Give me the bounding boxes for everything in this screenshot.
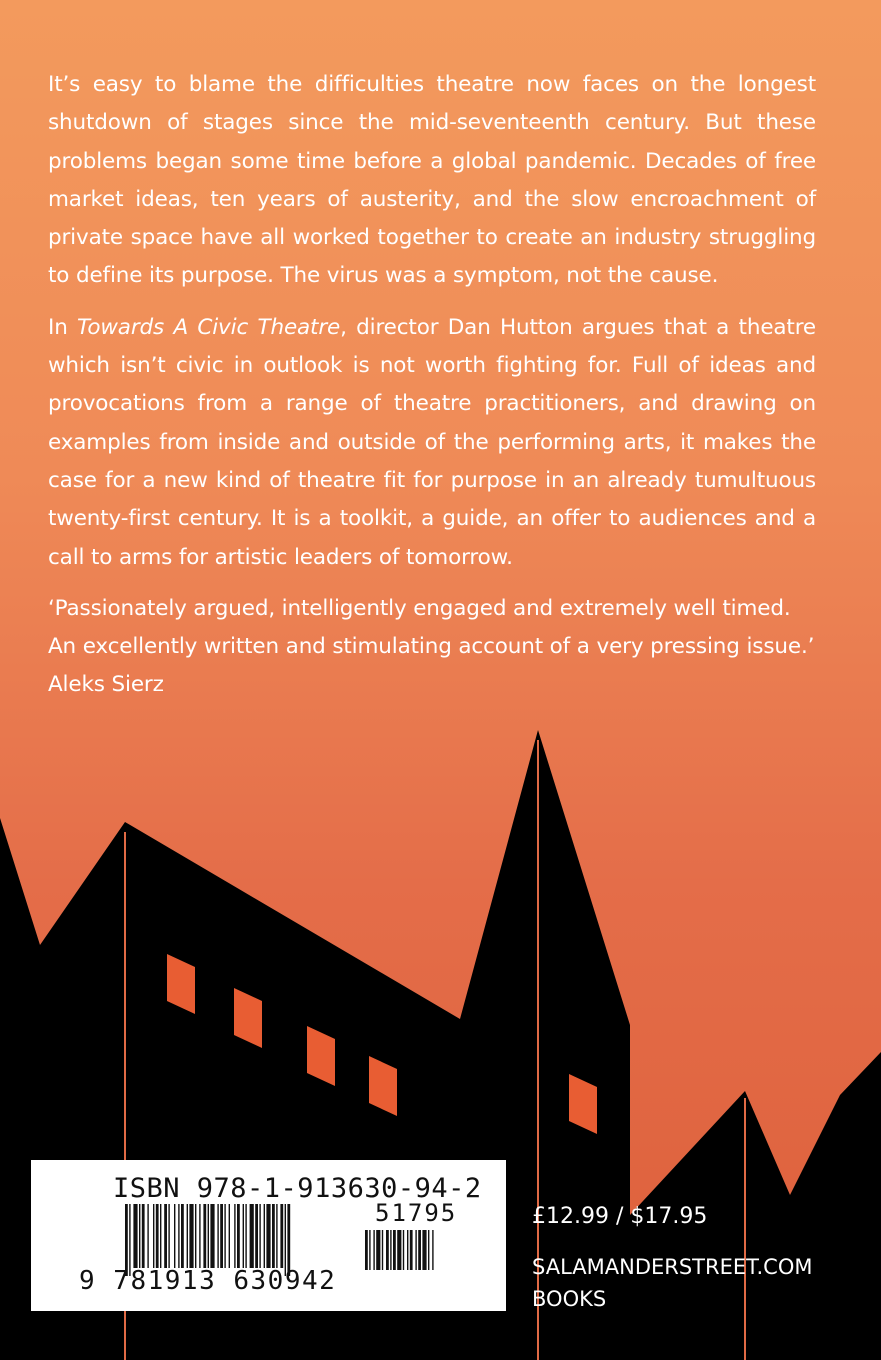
barcode-addon-bar	[382, 1230, 383, 1270]
barcode-bar	[189, 1204, 193, 1268]
barcode-bar	[203, 1204, 206, 1268]
blurb-paragraph-2: In Towards A Civic Theatre, director Dan Hutton argues that a theatre which isn’t civic in outlook is not worth fighting for. Full of ideas and provocations from a range of theatre practitioners, and drawing on examples from inside and outside of the performing arts, it makes the case for a new kind of theatre fit for purpose in an already tumultuous twenty-first century. It is a toolkit, a guide, an offer to audiences and a call to arms for artistic leaders of tomorrow.	[48, 314, 816, 570]
barcode-bar	[139, 1204, 140, 1268]
barcode-bar	[272, 1204, 275, 1268]
barcode-bar	[250, 1204, 254, 1268]
barcode-addon-bar	[393, 1230, 396, 1270]
barcode-addon-bar	[418, 1230, 421, 1270]
publisher-imprint: BOOKS	[532, 1287, 607, 1311]
book-title: Towards A Civic Theatre	[77, 314, 341, 340]
barcode-bar	[164, 1204, 167, 1268]
barcode-bar	[187, 1204, 188, 1268]
barcode-bar	[168, 1204, 169, 1268]
review-quote: ‘Passionately argued, intelligently engaged and extremely well timed. An excellently written and stimulating account of a very pressing issue.’ Aleks Sierz	[48, 595, 815, 698]
isbn-label: ISBN 978-1-913630-94-2	[113, 1173, 482, 1204]
barcode-addon-bar	[422, 1230, 426, 1270]
barcode-addon-bar	[397, 1230, 401, 1270]
barcode-bar	[234, 1204, 235, 1268]
barcode-bar	[178, 1204, 179, 1268]
barcode-bar	[237, 1204, 240, 1268]
barcode-addon-bar	[407, 1230, 408, 1270]
barcode-bar	[142, 1204, 145, 1268]
barcode-bar	[243, 1204, 244, 1268]
barcode-bar	[276, 1204, 277, 1268]
price: £12.99 / $17.95	[532, 1204, 708, 1229]
barcode-bar	[220, 1204, 223, 1268]
barcode-addon-bar	[410, 1230, 413, 1270]
barcode-bar	[217, 1204, 218, 1268]
barcode-bar	[147, 1204, 148, 1268]
barcode-bar	[245, 1204, 246, 1268]
barcode-addon-bar	[365, 1230, 368, 1270]
barcode-addon-digits: 51795	[375, 1199, 458, 1227]
barcode-bar	[255, 1204, 258, 1268]
barcode-addon-bar	[373, 1230, 374, 1270]
barcode-bar	[259, 1204, 260, 1268]
barcode-bar	[224, 1204, 225, 1268]
barcode-bar	[133, 1204, 137, 1268]
barcode-addon-bar	[415, 1230, 416, 1270]
barcode-bar	[156, 1204, 159, 1268]
barcode-bar	[210, 1204, 214, 1268]
barcode-bar	[153, 1204, 154, 1268]
barcode-bar	[266, 1204, 270, 1268]
barcode-bar	[229, 1204, 230, 1268]
barcode-addon-bar	[376, 1230, 380, 1270]
barcode-addon-bar	[390, 1230, 391, 1270]
blurb-paragraph-1: It’s easy to blame the difficulties theatre now faces on the longest shutdown of stages since the mid-seventeenth century. But these problems began some time before a global pandemic. Decades of free market ideas, ten years of austerity, and the slow encroachment of private space have all worked together to create an industry struggling to define its purpose. The virus was a symptom, not the cause.	[48, 72, 816, 289]
barcode-addon-bar	[428, 1230, 429, 1270]
barcode-addon-bar	[369, 1230, 370, 1270]
barcode-bar	[280, 1204, 283, 1268]
barcode-addon-bar	[386, 1230, 389, 1270]
barcode-bar	[264, 1204, 265, 1268]
barcode-bar	[160, 1204, 161, 1268]
publisher-website: SALAMANDERSTREET.COM	[532, 1255, 813, 1279]
barcode-bar	[181, 1204, 184, 1268]
barcode-main-digits: 9 781913 630942	[79, 1266, 337, 1296]
barcode-bar	[199, 1204, 200, 1268]
barcode-addon-bar	[403, 1230, 404, 1270]
barcode-addon-bar	[432, 1230, 433, 1270]
barcode-bar	[195, 1204, 196, 1268]
publisher-info	[532, 1251, 812, 1315]
barcode-bar	[174, 1204, 175, 1268]
barcode-bar	[208, 1204, 209, 1268]
